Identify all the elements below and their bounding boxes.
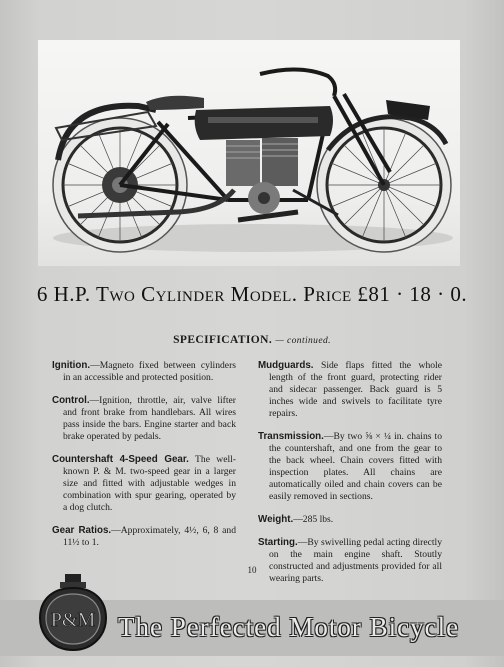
motorcycle-photo [38,40,460,266]
spec-item-control [52,395,236,443]
spec-term: Countershaft 4-Speed Gear. [52,454,189,465]
specification-heading [0,334,504,346]
spec-text: —Magneto fixed between cylinders in an accessible and protected position. [63,360,236,383]
spec-item-gear-ratios [52,525,236,549]
spec-term: Transmission. [258,431,324,442]
spec-column-left [52,360,236,560]
brand-tagline: The Perfected Motor Bicycle [118,612,460,642]
model-headline: 6 H.P. Two Cylinder Model. Price £81 · 18 · 0. [36,282,468,306]
spec-text: —By two ⅝ × ¼ in. chains to the countershaft, and one from the gear to the back wheel. Chain covers fitted with inspection plates. All chains are automatically oiled and chain covers can be easily removed in sections. [269,431,442,502]
spec-item-mudguards [258,360,442,420]
spec-column-right [258,360,442,596]
spec-text: —285 lbs. [293,514,334,525]
spec-text: —Approximately, 4½, 6, 8 and 11½ to 1. [63,525,237,548]
engine [226,138,298,214]
spec-text: Side flaps fitted the whole length of the front guard, protecting rider and sidecar passenger. Back guard is 5 inches wide and swivels to facilitate tyre repairs. [269,360,442,419]
spec-text: —Ignition, throttle, air, valve lifter and front brake from handlebars. All wires pass inside the bars. Engine starter and back brake operated by pedals. [63,395,236,442]
spec-term: Ignition. [52,360,91,371]
spec-item-countershaft-gear [52,454,236,514]
specification-title: SPECIFICATION. [173,334,273,346]
spec-text: —By swivelling pedal acting directly on the main engine shaft. Stoutly constructed and adjustments provided for all wearing parts. [269,537,442,584]
spec-item-ignition [52,360,236,384]
spec-term: Weight. [258,514,294,525]
spec-item-starting [258,537,442,585]
page-number: 10 [247,565,257,575]
spec-term: Gear Ratios. [52,525,112,536]
spec-text: The well-known P. & M. two-speed gear in a larger size and fitted with adjustable wedges in combination with spur gearing, operated by a dog clutch. [63,454,236,513]
logo-lettering: P&M [50,609,96,631]
specification-continued: — continued. [275,336,331,346]
spec-item-weight [258,514,442,526]
spec-term: Starting. [258,537,298,548]
spec-term: Control. [52,395,90,406]
motorcycle-illustration [38,40,460,266]
pm-logo [38,574,108,652]
spec-item-transmission [258,431,442,503]
spec-term: Mudguards. [258,360,314,371]
